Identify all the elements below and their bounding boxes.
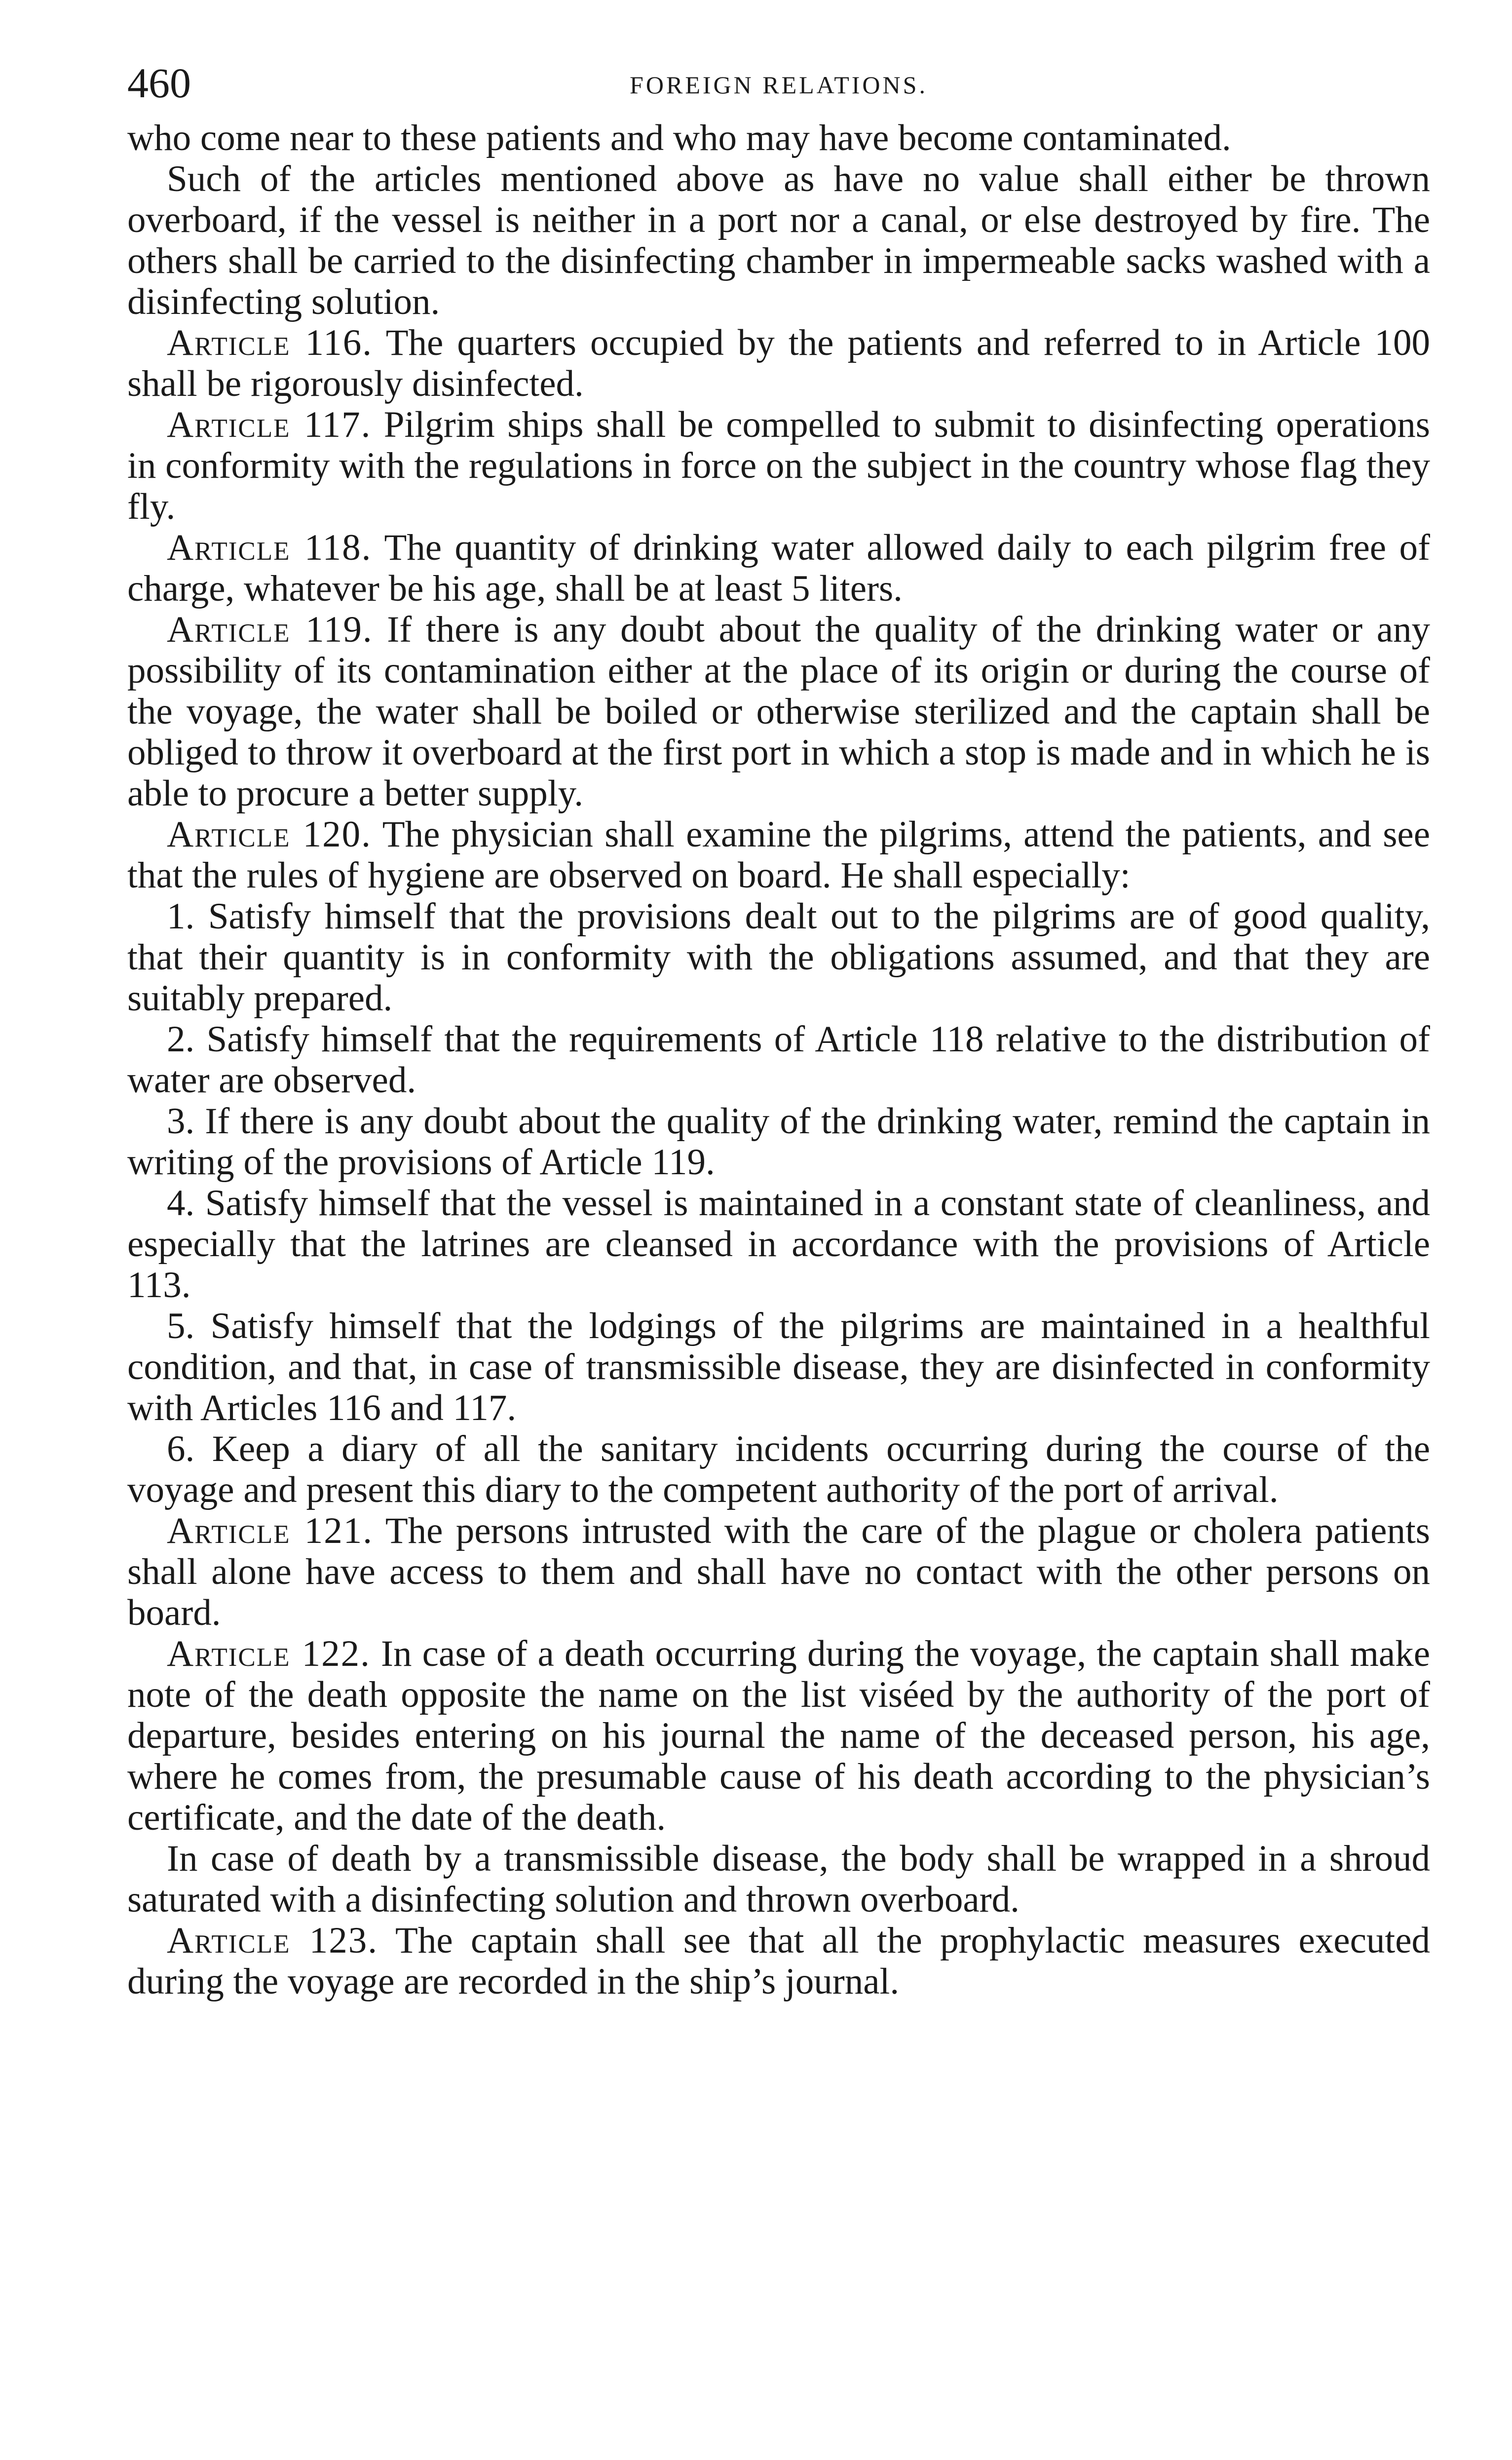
paragraph [127, 158, 1430, 322]
page-number: 460 [127, 59, 191, 107]
paragraph-text: Such of the articles mentioned above as have no value shall either be thrown overboard, if the vessel is neither in a port nor a canal, or else destroyed by fire. The others shall be carried to the disinfecting chamber in impermeable sacks washed with a disinfecting solution. [127, 158, 1430, 322]
paragraph [127, 1838, 1430, 1920]
article-label: Article 120. [167, 814, 372, 855]
paragraph-text: The persons intrusted with the care of the plague or cholera patients shall alone have access to them and shall have no contact with the other persons on board. [127, 1510, 1430, 1633]
list-item [127, 896, 1430, 1019]
paragraph-text: 5. Satisfy himself that the lodgings of the pilgrims are maintained in a healthful condition, and that, in case of transmissible disease, they are disinfected in conformity with Articles 116 and 117. [127, 1306, 1430, 1428]
article-122 [127, 1633, 1430, 1838]
paragraph-text: 4. Satisfy himself that the vessel is maintained in a constant state of cleanliness, and especially that the latrines are cleansed in accordance with the provisions of Article 113. [127, 1183, 1430, 1306]
article-121 [127, 1510, 1430, 1633]
article-118 [127, 527, 1430, 609]
article-label: Article 118. [167, 527, 372, 568]
list-item [127, 1019, 1430, 1101]
paragraph-text: 1. Satisfy himself that the provisions dealt out to the pilgrims are of good quality, that their quantity is in conformity with the obligations assumed, and that they are suitably prepared. [127, 896, 1430, 1019]
article-label: Article 119. [167, 609, 373, 650]
paragraph-text: 6. Keep a diary of all the sanitary incidents occurring during the course of the voyage and present this diary to the competent authority of the port of arrival. [127, 1428, 1430, 1510]
paragraph-text: 2. Satisfy himself that the requirements of Article 118 relative to the distribution of water are observed. [127, 1019, 1430, 1101]
article-label: Article 122. [167, 1633, 371, 1674]
paragraph-text: The captain shall see that all the prophylactic measures executed during the voyage are recorded in the ship’s journal. [127, 1920, 1430, 2002]
article-117 [127, 404, 1430, 527]
paragraph-text: 3. If there is any doubt about the quality of the drinking water, remind the captain in writing of the provisions of Article 119. [127, 1101, 1430, 1183]
paragraph-text: The quarters occupied by the patients and referred to in Article 100 shall be rigorously disinfected. [127, 322, 1431, 404]
paragraph-text: If there is any doubt about the quality of the drinking water or any possibility of its contamination either at the place of its origin or during the course of the voyage, the water shall be boiled or otherwise sterilized and the captain shall be obliged to throw it overboard at the first port in which a stop is made and in which he is able to procure a better supply. [127, 609, 1430, 814]
article-label: Article 121. [167, 1510, 373, 1551]
paragraph-text: The physician shall examine the pilgrims, attend the patients, and see that the rules of hygiene are observed on board. He shall especially: [127, 814, 1430, 896]
article-116 [127, 322, 1430, 404]
running-head: FOREIGN RELATIONS. [630, 71, 928, 99]
paragraph-text: In case of a death occurring during the voyage, the captain shall make note of the death opposite the name on the list viséed by the authority of the port of departure, besides entering on his journal the name of the deceased person, his age, where he comes from, the presumable cause of his death according to the physician’s certificate, and the date of the death. [127, 1633, 1430, 1838]
list-item [127, 1428, 1430, 1510]
article-label: Article 116. [167, 322, 373, 363]
list-item [127, 1306, 1430, 1428]
body-text [127, 117, 1430, 2002]
article-123 [127, 1920, 1430, 2002]
article-120 [127, 814, 1430, 896]
paragraph-text: who come near to these patients and who may have become contaminated. [127, 117, 1231, 158]
article-label: Article 123. [167, 1920, 378, 1961]
article-label: Article 117. [167, 404, 372, 445]
list-item [127, 1183, 1430, 1306]
page-header [127, 58, 1430, 117]
paragraph-text: The quantity of drinking water allowed daily to each pilgrim free of charge, whatever be his age, shall be at least 5 liters. [127, 527, 1431, 609]
paragraph-text: In case of death by a transmissible disease, the body shall be wrapped in a shroud saturated with a disinfecting solution and thrown overboard. [127, 1838, 1430, 1920]
document-page [127, 58, 1430, 2002]
paragraph-text: Pilgrim ships shall be compelled to submit to disinfecting operations in conformity with the regulations in force on the subject in the country whose flag they fly. [127, 404, 1430, 527]
article-119 [127, 609, 1430, 814]
list-item [127, 1101, 1430, 1183]
paragraph-continuation [127, 117, 1430, 158]
